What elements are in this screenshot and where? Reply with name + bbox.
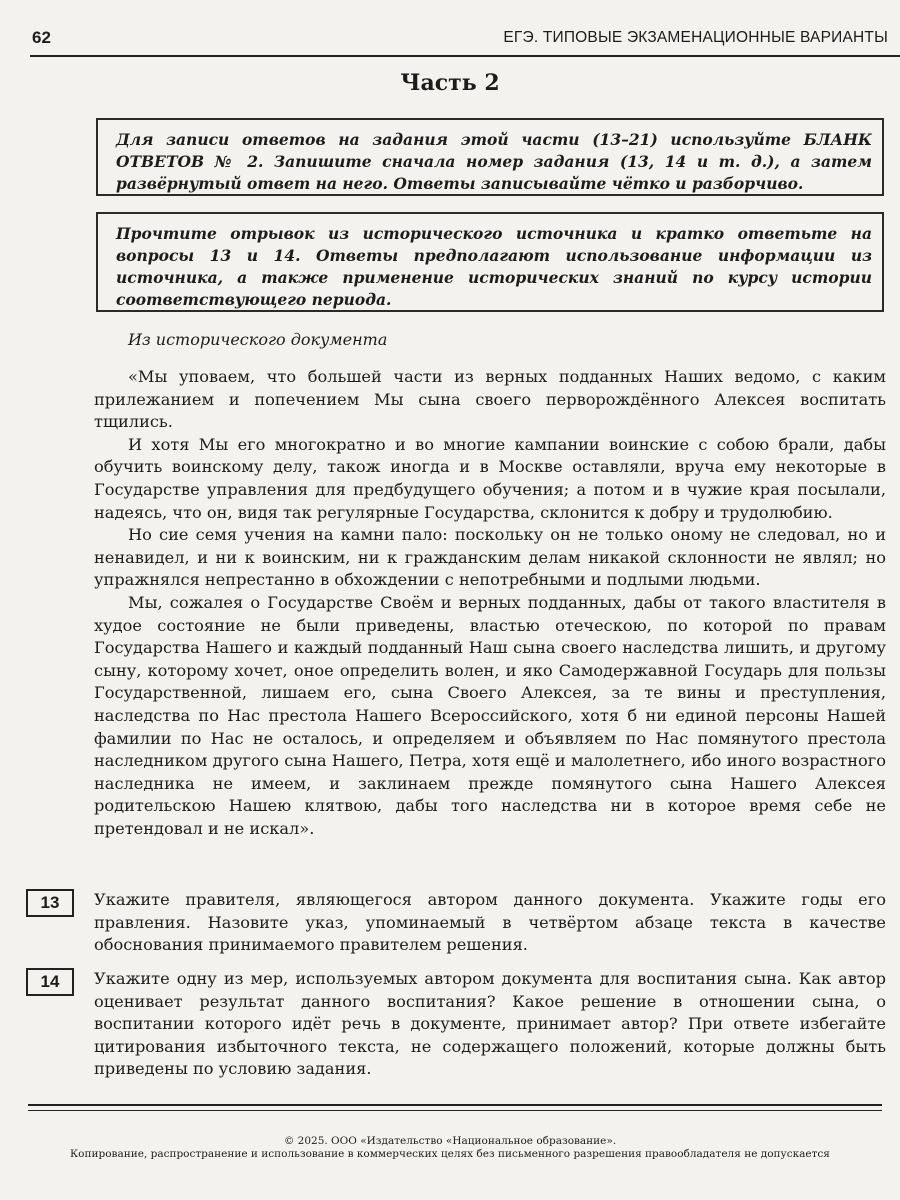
footer-rule: [28, 1110, 882, 1111]
page-number: 62: [32, 28, 51, 47]
running-head: ЕГЭ. ТИПОВЫЕ ЭКЗАМЕНАЦИОННЫЕ ВАРИАНТЫ: [503, 29, 888, 46]
reading-instructions-text: Прочтите отрывок из исторического источника и кратко ответьте на вопросы 13 и 14. Ответы предполагают использование информации из источника, а также применение исторических знаний по курсу истории соответствующего периода.: [116, 224, 872, 309]
document-paragraph: Мы, сожалея о Государстве Своём и верных подданных, дабы от такого властителя в худое состояние не были приведены, властью отеческою, по которой по правам Государства Нашего и каждый подданный Наш сына своего наследства лишить, и другому сыну, которому хочет, оное определить волен, и яко Самодержавной Государь для пользы Государственной, лишаем его, сына Своего Алексея, за те вины и преступления, наследства по Нас престола Нашего Всероссийского, хотя б ни единой персоны Нашей фамилии по Нас не осталось, и определяем и объявляем по Нас помянутого престола наследником другого сына Нашего, Петра, хотя ещё и малолетнего, ибо иного возрастного наследника не имеем, и заклинаем прежде помянутого сына Нашего Алексея родительскою Нашею клятвою, дабы того наследства ни в которое время себе не претендовал и не искал».: [94, 592, 886, 838]
header-rule: [30, 55, 900, 57]
task-question: Укажите правителя, являющегося автором данного документа. Укажите годы его правления. Назовите указ, упоминаемый в четвёртом абзаце текста в качестве обоснования принимаемого правителем решения.: [94, 890, 886, 955]
answer-instructions-text: Для записи ответов на задания этой части (13–21) используйте БЛАНК ОТВЕТОВ № 2. Запишите сначала номер задания (13, 14 и т. д.), а затем развёрнутый ответ на него. Ответы записывайте чётко и разборчиво.: [116, 130, 872, 193]
document-paragraph: «Мы уповаем, что большей части из верных подданных Наших ведомо, с каким прилежанием и попечением Мы сына своего перворождённого Алексея воспитать тщились.: [94, 367, 886, 432]
source-caption: Из исторического документа: [128, 330, 388, 349]
task-number-box: 14: [26, 968, 74, 996]
copyright-line: © 2025. ООО «Издательство «Национальное образование».: [283, 1135, 617, 1147]
document-paragraph: И хотя Мы его многократно и во многие кампании воинские с собою брали, дабы обучить воинскому делу, також иногда и в Москве оставляли, вруча ему некоторые в Государстве управления для предбудущего обучения; а потом и в чужие края посылали, надеясь, что он, видя так регулярные Государства, склонится к добру и трудолюбию.: [94, 434, 886, 522]
footer-rule: [28, 1104, 882, 1106]
part-title: Часть 2: [400, 70, 500, 96]
task-question: Укажите одну из мер, используемых автором документа для воспитания сына. Как автор оценивает результат данного воспитания? Какое решение в отношении сына, о воспитании которого идёт речь в документе, принимает автор? При ответе избегайте цитирования избыточного текста, не содержащего положений, которые должны быть приведены по условию задания.: [94, 969, 886, 1079]
copyright-notice: Копирование, распространение и использование в коммерческих целях без письменного разрешения правообладателя не допускается: [70, 1148, 830, 1160]
historical-document: [94, 366, 886, 840]
reading-instructions-box: [96, 212, 884, 312]
page-header: [0, 24, 900, 58]
task-number-box: 13: [26, 889, 74, 917]
answer-instructions-box: [96, 118, 884, 196]
document-paragraph: Но сие семя учения на камни пало: поскольку он не только оному не следовал, но и ненавидел, и ни к воинским, ни к гражданским делам никакой склонности не являл; но упражнялся непрестанно в обхождении с непотребными и подлыми людьми.: [94, 525, 886, 590]
